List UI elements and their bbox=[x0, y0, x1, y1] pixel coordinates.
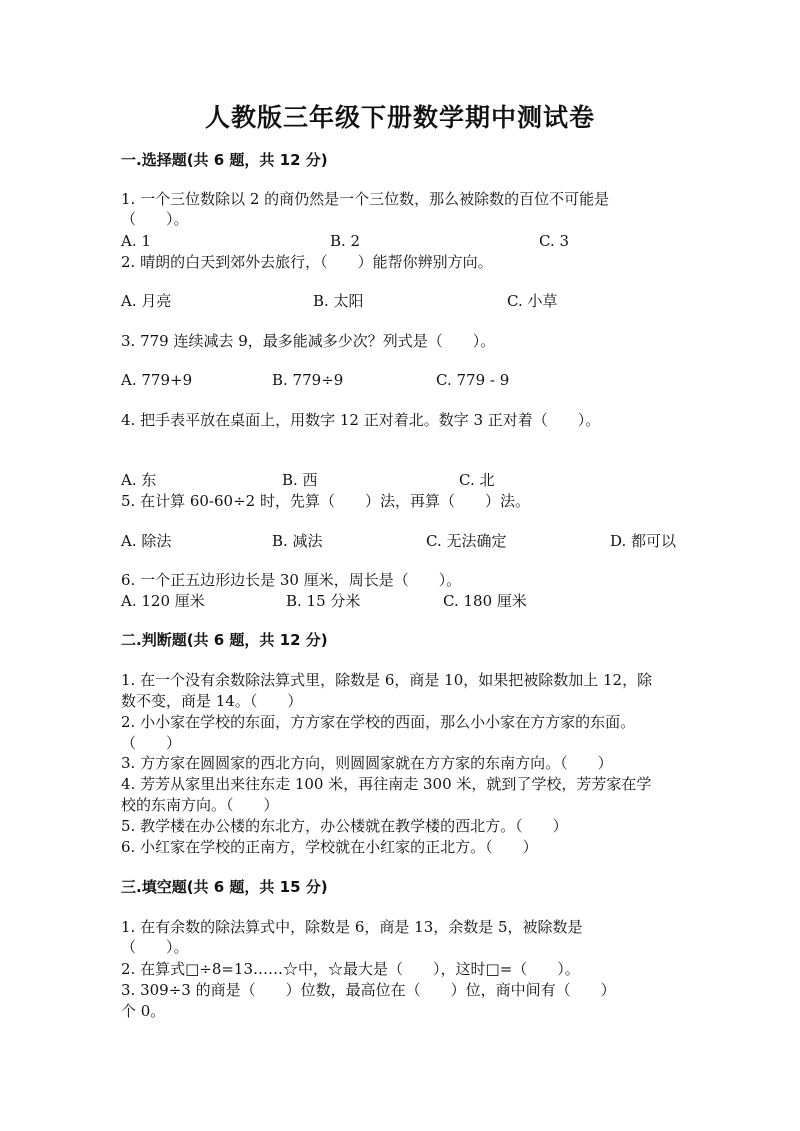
option-a: A. 1 bbox=[121, 232, 151, 250]
option-c: C. 779 - 9 bbox=[436, 371, 510, 389]
option-b: B. 西 bbox=[282, 471, 318, 489]
question-text: 4. 把手表平放在桌面上，用数字 12 正对着北。数字 3 正对着（ ）。 bbox=[121, 411, 601, 429]
option-c: C. 北 bbox=[459, 471, 495, 489]
option-b: B. 779÷9 bbox=[272, 371, 344, 389]
question-text: 1. 在有余数的除法算式中，除数是 6，商是 13，余数是 5，被除数是 bbox=[121, 918, 583, 936]
option-b: B. 2 bbox=[330, 232, 361, 250]
option-b: B. 15 分米 bbox=[286, 592, 361, 610]
question-text: 4. 芳芳从家里出来往东走 100 米，再往南走 300 米，就到了学校，芳芳家在学 bbox=[121, 775, 652, 793]
option-a: A. 东 bbox=[121, 471, 157, 489]
section-header-judgement: 二.判断题(共 6 题，共 12 分) bbox=[121, 631, 328, 649]
question-text: 2. 晴朗的白天到郊外去旅行，（ ）能帮你辨别方向。 bbox=[121, 253, 493, 271]
question-text: （ ）。 bbox=[121, 938, 189, 956]
question-text: 校的东南方向。（ ） bbox=[121, 796, 279, 814]
option-b: B. 减法 bbox=[272, 532, 323, 550]
option-a: A. 月亮 bbox=[121, 292, 172, 310]
question-text: 5. 在计算 60-60÷2 时，先算（ ）法，再算（ ）法。 bbox=[121, 492, 530, 510]
option-d: D. 都可以 bbox=[610, 532, 677, 550]
option-c: C. 小草 bbox=[507, 292, 558, 310]
question-text: 3. 方方家在圆圆家的西北方向，则圆圆家就在方方家的东南方向。（ ） bbox=[121, 754, 613, 772]
question-text: 3. 779 连续减去 9，最多能减多少次？列式是（ ）。 bbox=[121, 332, 496, 350]
option-a: A. 779+9 bbox=[121, 371, 193, 389]
option-c: C. 3 bbox=[539, 232, 570, 250]
option-b: B. 太阳 bbox=[313, 292, 364, 310]
question-text: 6. 一个正五边形边长是 30 厘米，周长是（ ）。 bbox=[121, 571, 462, 589]
question-text: 1. 在一个没有余数除法算式里，除数是 6，商是 10，如果把被除数加上 12，除 bbox=[121, 671, 653, 689]
option-c: C. 无法确定 bbox=[426, 532, 507, 550]
question-text: 3. 309÷3 的商是（ ）位数，最高位在（ ）位，商中间有（ ） bbox=[121, 981, 616, 999]
question-text: （ ）。 bbox=[121, 210, 189, 228]
question-text: 数不变，商是 14。（ ） bbox=[121, 692, 303, 710]
question-text: 6. 小红家在学校的正南方，学校就在小红家的正北方。（ ） bbox=[121, 838, 538, 856]
question-text: 2. 小小家在学校的东面，方方家在学校的西面，那么小小家在方方家的东面。 bbox=[121, 713, 636, 731]
question-text: 5. 教学楼在办公楼的东北方，办公楼就在教学楼的西北方。（ ） bbox=[121, 817, 568, 835]
question-text: 1. 一个三位数除以 2 的商仍然是一个三位数，那么被除数的百位不可能是 bbox=[121, 190, 610, 208]
question-text: 个 0。 bbox=[121, 1002, 166, 1020]
option-c: C. 180 厘米 bbox=[443, 592, 527, 610]
section-header-fill-blank: 三.填空题(共 6 题，共 15 分) bbox=[121, 878, 328, 896]
page-title: 人教版三年级下册数学期中测试卷 bbox=[204, 103, 595, 132]
question-text: 2. 在算式□÷8=13……☆中，☆最大是（ ），这时□=（ ）。 bbox=[121, 960, 580, 978]
question-text: （ ） bbox=[121, 734, 182, 752]
option-a: A. 除法 bbox=[121, 532, 172, 550]
option-a: A. 120 厘米 bbox=[121, 592, 205, 610]
section-header-choice: 一.选择题(共 6 题，共 12 分) bbox=[121, 151, 328, 169]
